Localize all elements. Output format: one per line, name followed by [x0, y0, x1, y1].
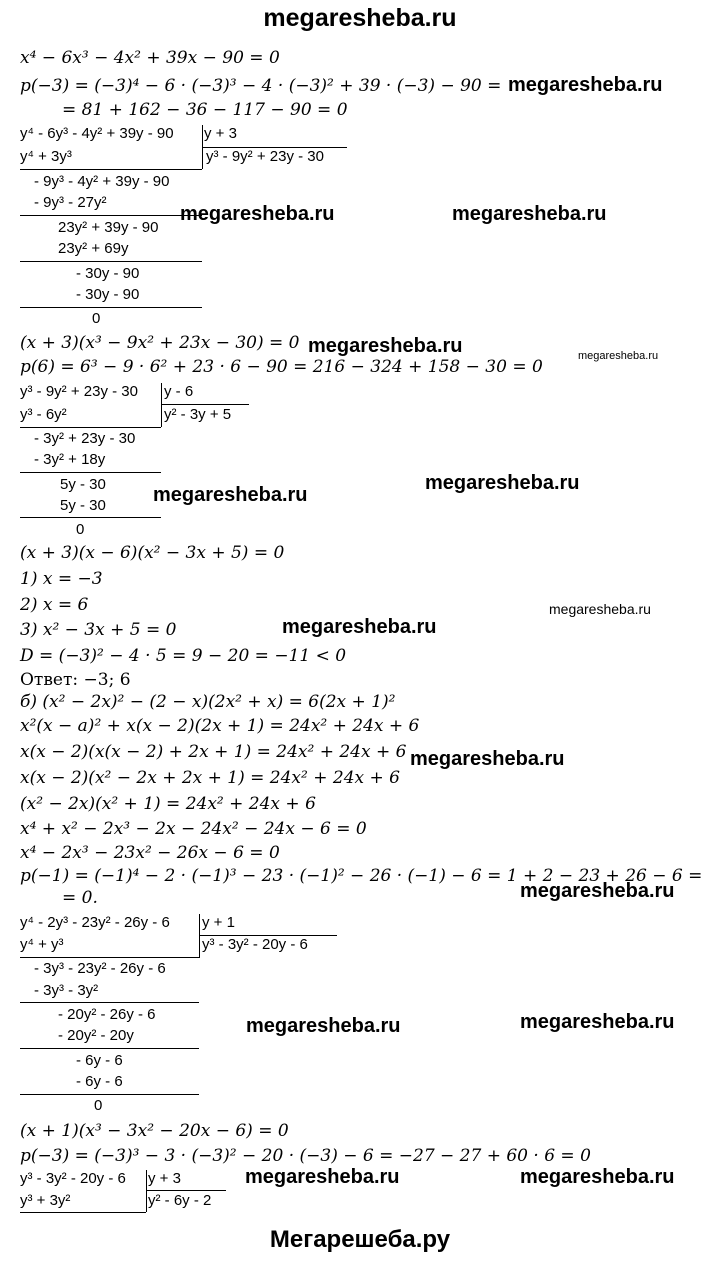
div-divisor: y + 1	[202, 914, 235, 931]
factorization: (x + 3)(x − 6)(x² − 3x + 5) = 0	[20, 543, 285, 563]
equation: x(x − 2)(x² − 2x + 2x + 1) = 24x² + 24x + 6	[20, 768, 400, 788]
div-step: - 20y² - 26y - 6	[58, 1006, 156, 1023]
watermark: megaresheba.ru	[425, 472, 580, 494]
watermark: megaresheba.ru	[180, 203, 335, 225]
div-step: - 30y - 90	[76, 265, 140, 282]
div-step: 23y² + 39y - 90	[58, 219, 159, 236]
case-1: 1) x = −3	[20, 569, 103, 589]
div-rule	[20, 957, 199, 958]
div-divisor: y + 3	[148, 1170, 181, 1187]
equation: x⁴ − 6x³ − 4x² + 39x − 90 = 0	[20, 48, 280, 68]
equation: x²(x − a)² + x(x − 2)(2x + 1) = 24x² + 24x + 6	[20, 716, 420, 736]
div-step: - 9y³ - 27y²	[34, 194, 107, 211]
div-divisor: y + 3	[204, 125, 237, 142]
div-bracket	[161, 404, 249, 405]
div-rule	[20, 261, 202, 262]
div-dividend: y⁴ - 6y³ - 4y² + 39y - 90	[20, 125, 174, 142]
watermark: megaresheba.ru	[282, 616, 437, 638]
equation: x⁴ − 2x³ − 23x² − 26x − 6 = 0	[20, 843, 280, 863]
watermark: megaresheba.ru	[245, 1166, 400, 1188]
root-check-result: = 0.	[62, 888, 98, 908]
div-remainder: 0	[76, 521, 85, 538]
div-quotient: y² - 6y - 2	[148, 1192, 212, 1209]
div-step: - 3y³ - 3y²	[34, 982, 99, 999]
div-step: - 3y² + 23y - 30	[34, 430, 136, 447]
div-step: y⁴ + 3y³	[20, 148, 72, 165]
div-step: - 3y² + 18y	[34, 451, 106, 468]
div-step: - 30y - 90	[76, 286, 140, 303]
factorization: (x + 1)(x³ − 3x² − 20x − 6) = 0	[20, 1121, 289, 1141]
watermark: megaresheba.ru	[308, 335, 463, 357]
div-bracket	[146, 1170, 147, 1212]
div-bracket	[199, 914, 200, 958]
div-dividend: y³ - 3y² - 20y - 6	[20, 1170, 126, 1187]
root-check: p(−3) = (−3)⁴ − 6 · (−3)³ − 4 · (−3)² + 39 · (−3) − 90 =	[20, 76, 502, 96]
div-step: - 9y³ - 4y² + 39y - 90	[34, 173, 170, 190]
div-rule	[20, 1212, 146, 1213]
watermark: megaresheba.ru	[520, 1166, 675, 1188]
watermark-small: megaresheba.ru	[549, 601, 651, 617]
case-2: 2) x = 6	[20, 595, 89, 615]
div-rule	[20, 1094, 199, 1095]
div-dividend: y³ - 9y² + 23y - 30	[20, 383, 138, 400]
div-step: 23y² + 69y	[58, 240, 129, 257]
watermark: megaresheba.ru	[410, 748, 565, 770]
div-step: y³ - 6y²	[20, 406, 67, 423]
watermark: megaresheba.ru	[520, 1011, 675, 1033]
root-check-result: = 81 + 162 − 36 − 117 − 90 = 0	[62, 100, 348, 120]
div-quotient: y³ - 3y² - 20y - 6	[202, 936, 308, 953]
div-rule	[20, 1002, 199, 1003]
div-step: 5y - 30	[60, 476, 106, 493]
watermark-small: megaresheba.ru	[578, 350, 659, 362]
site-header[interactable]: megaresheba.ru	[263, 4, 457, 32]
div-quotient: y³ - 9y² + 23y - 30	[206, 148, 324, 165]
watermark: megaresheba.ru	[508, 74, 663, 96]
answer: Ответ: −3; 6	[20, 670, 131, 690]
div-remainder: 0	[94, 1097, 103, 1114]
case-3: 3) x² − 3x + 5 = 0	[20, 620, 177, 640]
div-remainder: 0	[92, 310, 101, 327]
div-rule	[20, 307, 202, 308]
equation: (x² − 2x)(x² + 1) = 24x² + 24x + 6	[20, 794, 316, 814]
div-rule	[20, 472, 161, 473]
div-rule	[20, 427, 161, 428]
div-rule	[20, 215, 202, 216]
div-step: - 6y - 6	[76, 1073, 123, 1090]
div-bracket	[161, 383, 162, 427]
div-dividend: y⁴ - 2y³ - 23y² - 26y - 6	[20, 914, 170, 931]
equation: x(x − 2)(x(x − 2) + 2x + 1) = 24x² + 24x + 6	[20, 742, 407, 762]
factorization: (x + 3)(x³ − 9x² + 23x − 30) = 0	[20, 333, 300, 353]
watermark: megaresheba.ru	[153, 484, 308, 506]
div-rule	[20, 1048, 199, 1049]
div-rule	[20, 517, 161, 518]
watermark: megaresheba.ru	[246, 1015, 401, 1037]
div-step: y⁴ + y³	[20, 936, 64, 953]
root-check: p(−1) = (−1)⁴ − 2 · (−1)³ − 23 · (−1)² − 26 · (−1) − 6 = 1 + 2 − 23 + 26 − 6 =	[20, 866, 703, 886]
equation: x⁴ + x² − 2x³ − 2x − 24x² − 24x − 6 = 0	[20, 819, 367, 839]
div-step: - 6y - 6	[76, 1052, 123, 1069]
discriminant: D = (−3)² − 4 · 5 = 9 − 20 = −11 < 0	[20, 646, 347, 666]
site-footer[interactable]: Мегарешеба.ру	[269, 1226, 451, 1253]
root-check: p(−3) = (−3)³ − 3 · (−3)² − 20 · (−3) − 6 = −27 − 27 + 60 · 6 = 0	[20, 1146, 591, 1166]
div-step: y³ + 3y²	[20, 1192, 71, 1209]
equation: б) (x² − 2x)² − (2 − x)(2x² + x) = 6(2x + 1)²	[20, 692, 396, 712]
div-bracket	[146, 1190, 226, 1191]
div-rule	[20, 169, 202, 170]
div-quotient: y² - 3y + 5	[164, 406, 232, 423]
div-step: - 3y³ - 23y² - 26y - 6	[34, 960, 166, 977]
div-step: - 20y² - 20y	[58, 1027, 134, 1044]
watermark: megaresheba.ru	[452, 203, 607, 225]
div-divisor: y - 6	[164, 383, 194, 400]
root-check: p(6) = 6³ − 9 · 6² + 23 · 6 − 90 = 216 − 324 + 158 − 30 = 0	[20, 357, 543, 377]
div-step: 5y - 30	[60, 497, 106, 514]
watermark: megaresheba.ru	[520, 880, 675, 902]
